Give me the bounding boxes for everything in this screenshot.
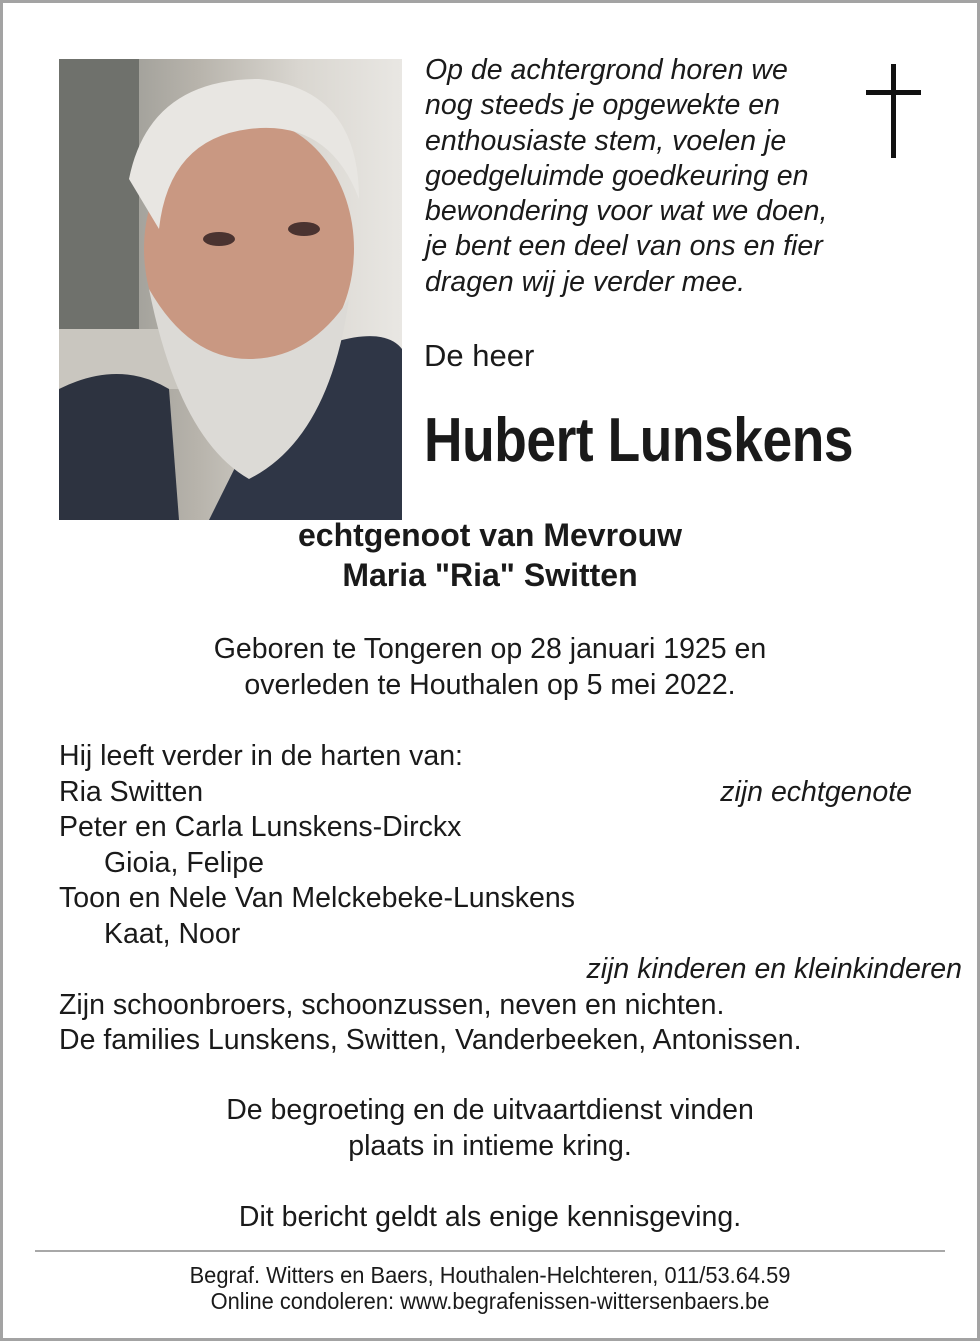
- list-item: De families Lunskens, Switten, Vanderbeeken, Antonissen.: [59, 1024, 802, 1056]
- spouse-name: Maria "Ria" Switten: [342, 557, 638, 593]
- list-item: Gioia, Felipe: [104, 846, 264, 879]
- life-dates: [0, 632, 980, 703]
- notice-text: Dit bericht geldt als enige kennisgeving.: [238, 1201, 742, 1233]
- list-item: Kaat, Noor: [104, 917, 241, 950]
- list-item: Peter en Carla Lunskens-Dirckx: [59, 811, 462, 843]
- funeral-home-line: Begraf. Witters en Baers, Houthalen-Helchteren, 011/53.64.59: [189, 1262, 791, 1288]
- condolence-link[interactable]: Online condoleren: www.begrafenissen-wittersenbaers.be: [210, 1288, 770, 1314]
- spouse-info: [0, 515, 980, 595]
- list-item: Toon en Nele Van Melckebeke-Lunskens: [59, 882, 575, 914]
- honorific: De heer: [424, 338, 535, 373]
- list-item: [59, 952, 962, 988]
- ceremony-info: [0, 1093, 980, 1164]
- portrait-photo: [59, 59, 402, 520]
- list-item: Zijn schoonbroers, schoonzussen, neven en nichten.: [59, 988, 725, 1021]
- survivors-intro: Hij leeft verder in de harten van:: [59, 740, 463, 772]
- cross-icon: [866, 64, 921, 158]
- deceased-name: Hubert Lunskens: [424, 406, 854, 475]
- relation-label: zijn kinderen en kleinkinderen: [586, 953, 962, 985]
- birth-line: Geboren te Tongeren op 28 januari 1925 en: [213, 633, 767, 665]
- poem: Op de achtergrond horen we nog steeds je opgewekte en enthousiaste stem, voelen je goedgeluimde goedkeuring en bewondering voor wat we doen, je bent een deel van ons en fier dragen wij je verder mee.: [425, 54, 828, 298]
- footer: [25, 1262, 956, 1314]
- death-line: overleden te Houthalen op 5 mei 2022.: [244, 668, 736, 701]
- divider: [35, 1250, 945, 1252]
- ceremony-line: De begroeting en de uitvaartdienst vinden: [226, 1094, 754, 1126]
- survivor-name: Ria Switten: [59, 775, 204, 808]
- list-item: [59, 775, 924, 811]
- survivors-list: [59, 739, 962, 1059]
- relation-label: zijn echtgenote: [720, 775, 912, 808]
- spouse-line: echtgenoot van Mevrouw: [297, 517, 683, 553]
- ceremony-line: plaats in intieme kring.: [348, 1129, 632, 1162]
